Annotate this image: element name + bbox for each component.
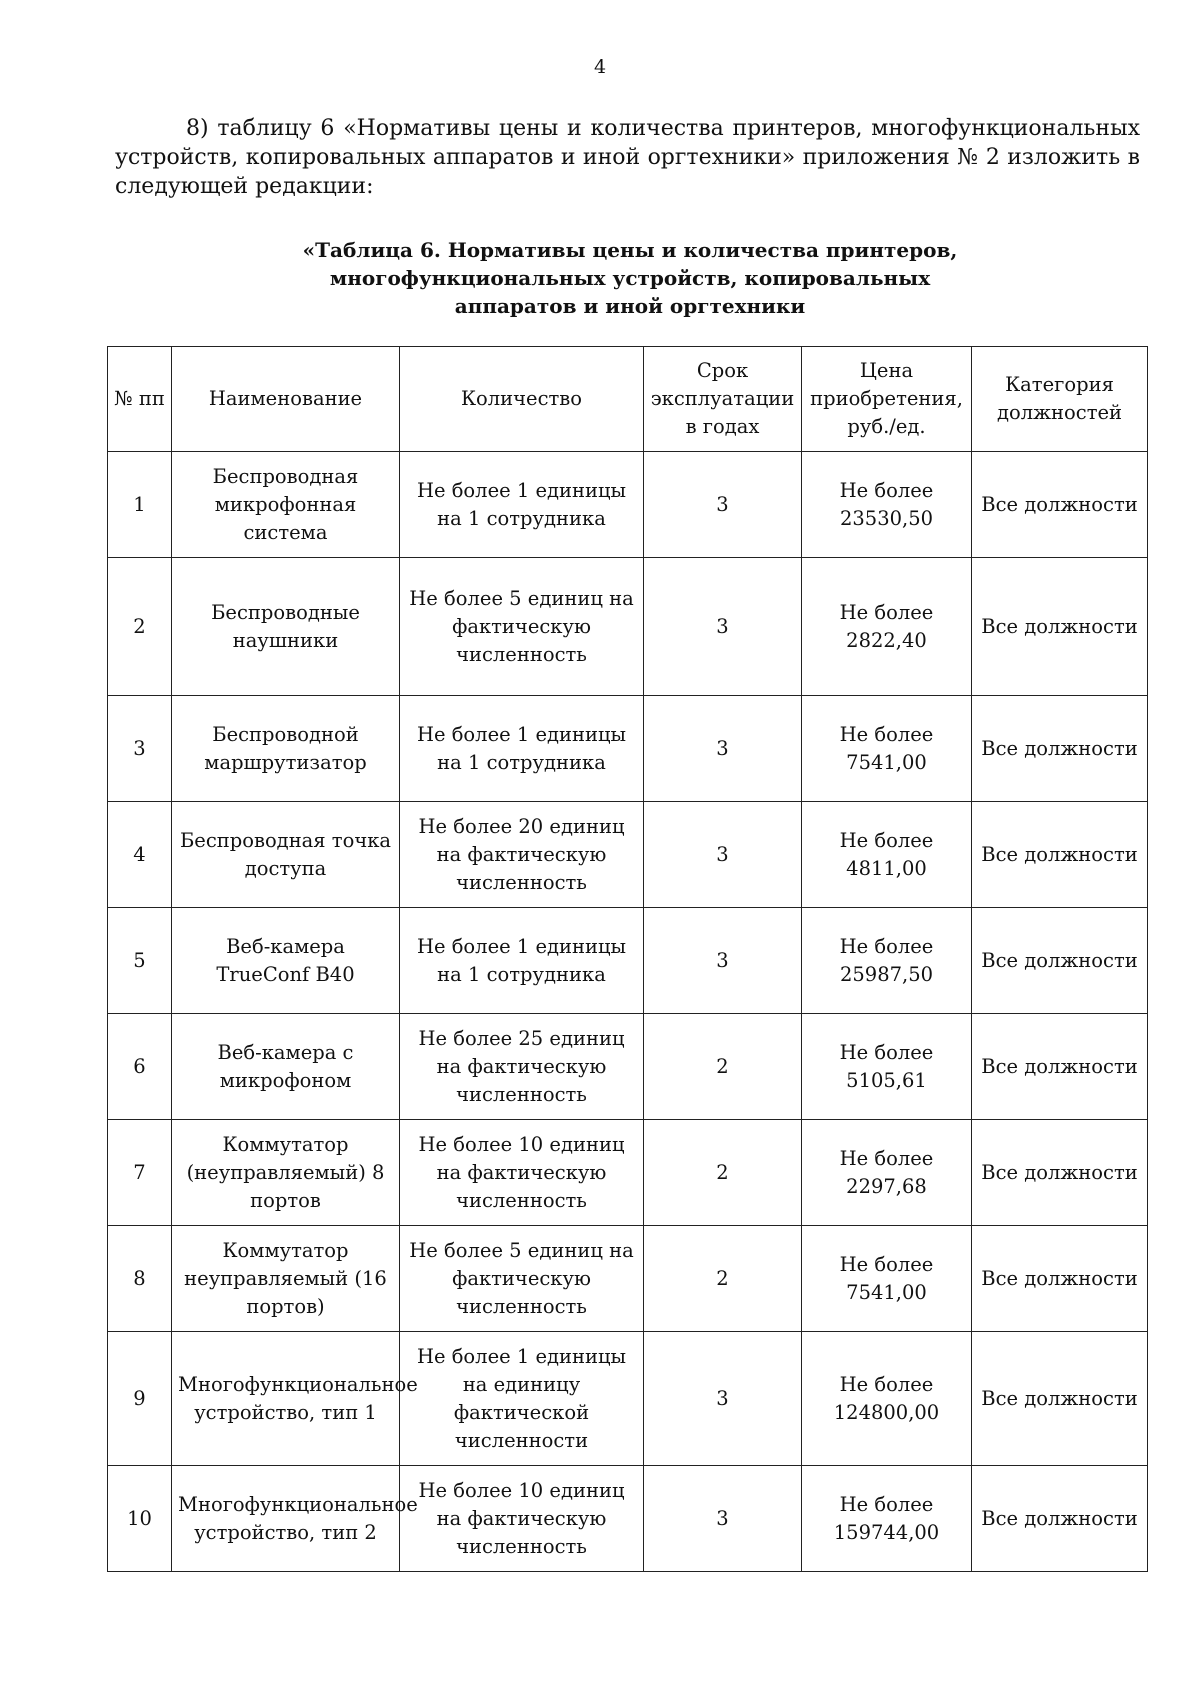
cell-name: Многофункциональное устройство, тип 2 bbox=[172, 1466, 400, 1572]
intro-paragraph: 8) таблицу 6 «Нормативы цены и количества принтеров, многофункциональных устройств, копировальных аппаратов и иной оргтехники» приложения № 2 изложить в следующей редакции: bbox=[115, 116, 1140, 199]
cell-name: Беспроводная микрофонная система bbox=[172, 452, 400, 558]
table-row bbox=[108, 1332, 1148, 1466]
cell-name: Беспроводные наушники bbox=[172, 558, 400, 696]
cell-term: 2 bbox=[644, 1014, 802, 1120]
cell-quantity: Не более 1 единицы на 1 сотрудника bbox=[400, 696, 644, 802]
table-title-line: многофункциональных устройств, копировальных bbox=[329, 266, 931, 290]
cell-quantity: Не более 25 единиц на фактическую численность bbox=[400, 1014, 644, 1120]
cell-category: Все должности bbox=[972, 558, 1148, 696]
cell-quantity: Не более 5 единиц на фактическую численность bbox=[400, 1226, 644, 1332]
cell-price: Не более 7541,00 bbox=[802, 1226, 972, 1332]
table-row bbox=[108, 802, 1148, 908]
cell-name: Коммутатор неуправляемый (16 портов) bbox=[172, 1226, 400, 1332]
page-number: 4 bbox=[593, 56, 607, 78]
table-row bbox=[108, 1120, 1148, 1226]
table-row bbox=[108, 908, 1148, 1014]
cell-num: 1 bbox=[108, 452, 172, 558]
cell-price: Не более 124800,00 bbox=[802, 1332, 972, 1466]
cell-term: 2 bbox=[644, 1226, 802, 1332]
table-title-line: аппаратов и иной оргтехники bbox=[454, 294, 806, 318]
cell-name: Веб-камера TrueConf B40 bbox=[172, 908, 400, 1014]
cell-category: Все должности bbox=[972, 452, 1148, 558]
cell-category: Все должности bbox=[972, 1466, 1148, 1572]
cell-quantity: Не более 10 единиц на фактическую численность bbox=[400, 1466, 644, 1572]
cell-name: Веб-камера с микрофоном bbox=[172, 1014, 400, 1120]
header-quantity: Количество bbox=[400, 347, 644, 452]
cell-quantity: Не более 1 единицы на 1 сотрудника bbox=[400, 452, 644, 558]
cell-num: 4 bbox=[108, 802, 172, 908]
cell-term: 3 bbox=[644, 558, 802, 696]
cell-price: Не более 159744,00 bbox=[802, 1466, 972, 1572]
cell-category: Все должности bbox=[972, 1226, 1148, 1332]
header-price: Цена приобретения, руб./ед. bbox=[802, 347, 972, 452]
table-header-row bbox=[108, 347, 1148, 452]
table-row bbox=[108, 696, 1148, 802]
cell-num: 6 bbox=[108, 1014, 172, 1120]
cell-name: Беспроводная точка доступа bbox=[172, 802, 400, 908]
cell-price: Не более 23530,50 bbox=[802, 452, 972, 558]
table-row bbox=[108, 452, 1148, 558]
cell-price: Не более 25987,50 bbox=[802, 908, 972, 1014]
cell-term: 3 bbox=[644, 452, 802, 558]
cell-term: 3 bbox=[644, 696, 802, 802]
cell-num: 2 bbox=[108, 558, 172, 696]
cell-name: Коммутатор (неуправляемый) 8 портов bbox=[172, 1120, 400, 1226]
cell-quantity: Не более 1 единицы на единицу фактической численности bbox=[400, 1332, 644, 1466]
cell-category: Все должности bbox=[972, 908, 1148, 1014]
cell-category: Все должности bbox=[972, 1120, 1148, 1226]
cell-price: Не более 4811,00 bbox=[802, 802, 972, 908]
cell-price: Не более 2822,40 bbox=[802, 558, 972, 696]
cell-term: 3 bbox=[644, 1466, 802, 1572]
cell-term: 3 bbox=[644, 802, 802, 908]
cell-category: Все должности bbox=[972, 1332, 1148, 1466]
table-row bbox=[108, 1014, 1148, 1120]
table-row bbox=[108, 1466, 1148, 1572]
cell-quantity: Не более 5 единиц на фактическую численность bbox=[400, 558, 644, 696]
cell-price: Не более 5105,61 bbox=[802, 1014, 972, 1120]
cell-term: 2 bbox=[644, 1120, 802, 1226]
cell-num: 8 bbox=[108, 1226, 172, 1332]
cell-name: Беспроводной маршрутизатор bbox=[172, 696, 400, 802]
cell-category: Все должности bbox=[972, 696, 1148, 802]
cell-num: 3 bbox=[108, 696, 172, 802]
table-title-line: «Таблица 6. Нормативы цены и количества принтеров, bbox=[302, 238, 958, 262]
cell-num: 7 bbox=[108, 1120, 172, 1226]
header-name: Наименование bbox=[172, 347, 400, 452]
header-num: № пп bbox=[108, 347, 172, 452]
cell-num: 9 bbox=[108, 1332, 172, 1466]
cell-price: Не более 7541,00 bbox=[802, 696, 972, 802]
cell-quantity: Не более 10 единиц на фактическую численность bbox=[400, 1120, 644, 1226]
norms-table bbox=[107, 346, 1148, 1572]
cell-price: Не более 2297,68 bbox=[802, 1120, 972, 1226]
table-row bbox=[108, 558, 1148, 696]
cell-num: 5 bbox=[108, 908, 172, 1014]
header-category: Категория должностей bbox=[972, 347, 1148, 452]
cell-quantity: Не более 1 единицы на 1 сотрудника bbox=[400, 908, 644, 1014]
cell-num: 10 bbox=[108, 1466, 172, 1572]
cell-term: 3 bbox=[644, 908, 802, 1014]
cell-category: Все должности bbox=[972, 1014, 1148, 1120]
cell-term: 3 bbox=[644, 1332, 802, 1466]
cell-category: Все должности bbox=[972, 802, 1148, 908]
table-row bbox=[108, 1226, 1148, 1332]
table-title bbox=[0, 236, 1200, 320]
cell-quantity: Не более 20 единиц на фактическую численность bbox=[400, 802, 644, 908]
header-term: Срок эксплуатации в годах bbox=[644, 347, 802, 452]
cell-name: Многофункциональное устройство, тип 1 bbox=[172, 1332, 400, 1466]
